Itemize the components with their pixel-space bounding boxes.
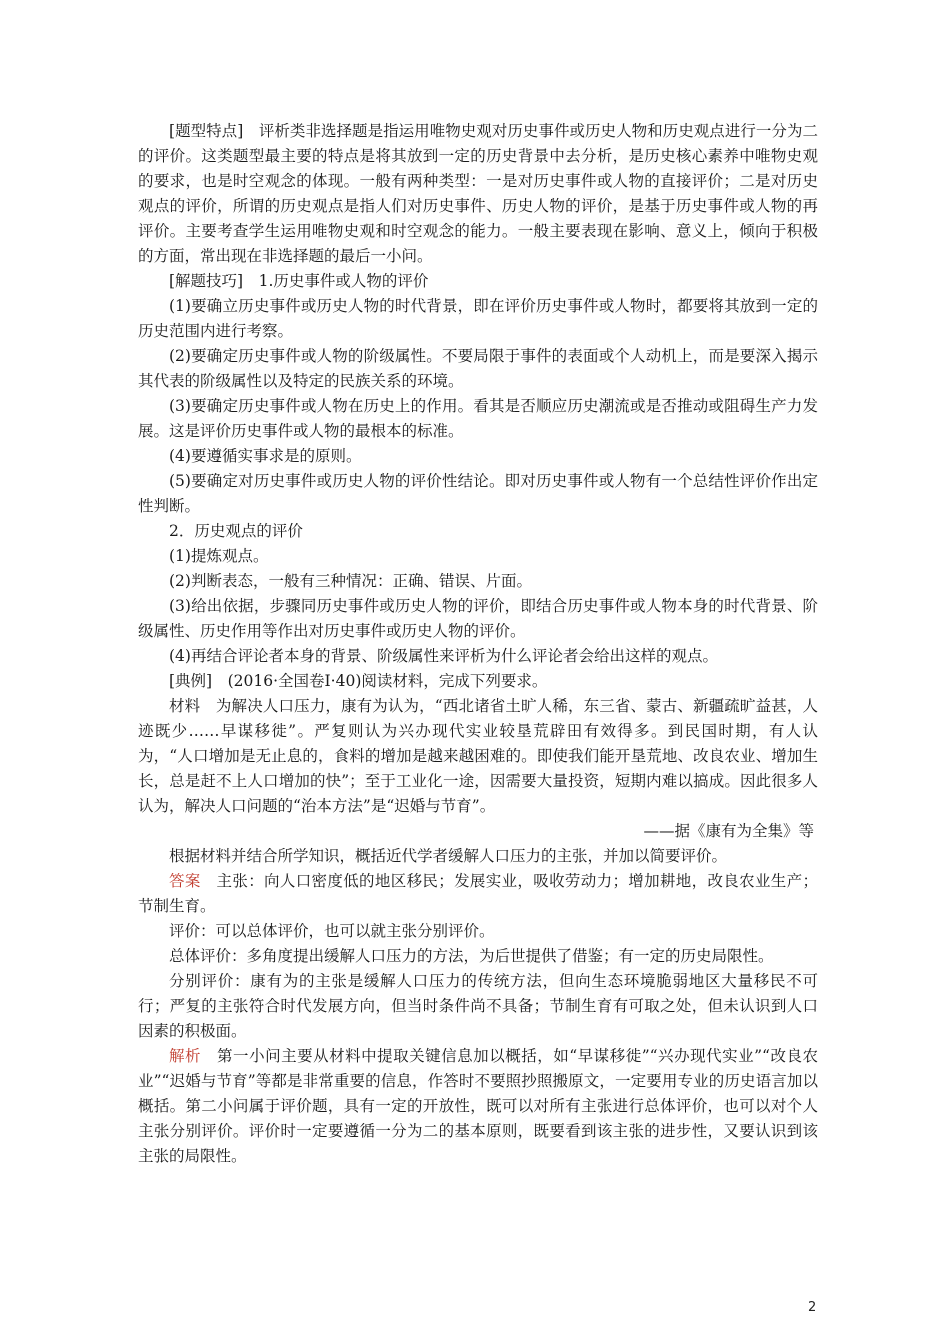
skill-item: (2)要确定历史事件或人物的阶级属性。不要局限于事件的表面或个人动机上，而是要深入揭示其代表的阶级属性以及特定的民族关系的环境。 [138,347,818,390]
skill-item: (1)要确立历史事件或历史人物的时代背景，即在评价历史事件或人物时，都要将其放到一定的历史范围内进行考察。 [138,297,818,340]
skill-item: (5)要确定对历史事件或历史人物的评价性结论。即对历史事件或人物有一个总结性评价作出定性判断。 [138,472,818,515]
skill-item: (4)再结合评论者本身的背景、阶级属性来评析为什么评论者会给出这样的观点。 [169,647,718,665]
skill-item: (4)要遵循实事求是的原则。 [169,447,362,465]
material-text: 为解决人口压力，康有为认为，“西北诸省土旷人稀，东三省、蒙古、新疆疏旷益甚，人迹既少……早谋移徙”。严复则认为兴办现代实业较垦荒辟田有效得多。到民国时期，有人认为，“人口增加是无止息的，食料的增加是越来越困难的。即使我们能开垦荒地、改良农业、增加生长，总是赶不上人口增加的快”；至于工业化一途，因需要大量投资，短期内难以搞成。因此很多人认为，解决人口问题的“治本方法”是“迟婚与节育”。 [138,697,818,815]
intro-text: 评析类非选择题是指运用唯物史观对历史事件或历史人物和历史观点进行一分为二的评价。这类题型最主要的特点是将其放到一定的历史背景中去分析，是历史核心素养中唯物史观的要求，也是时空观念的体现。一般有两种类型：一是对历史事件或人物的直接评价；二是对历史观点的评价，所谓的历史观点是指人们对历史事件、历史人物的评价，是基于历史事件或人物的再评价。主要考查学生运用唯物史观和时空观念的能力。一般主要表现在影响、意义上，倾向于积极的方面，常出现在非选择题的最后一小问。 [138,122,818,265]
skill-item: (2)判断表态，一般有三种情况：正确、错误、片面。 [169,572,532,590]
skills-heading1: 1.历史事件或人物的评价 [258,272,429,290]
material-citation: ——据《康有为全集》等 [643,822,814,840]
skill-item: (3)要确定历史事件或人物在历史上的作用。看其是否顺应历史潮流或是否推动或阻碍生产力发展。这是评价历史事件或人物的最根本的标准。 [138,397,818,440]
example-question: 根据材料并结合所学知识，概括近代学者缓解人口压力的主张，并加以简要评价。 [169,847,728,865]
answer-eval-intro: 评价：可以总体评价，也可以就主张分别评价。 [169,922,495,940]
intro-paragraph [138,119,818,269]
example-source: (2016·全国卷Ⅰ·40)阅读材料，完成下列要求。 [227,672,548,690]
analysis-text: 第一小问主要从材料中提取关键信息加以概括，如“早谋移徙”“兴办现代实业”“改良农业”“迟婚与节育”等都是非常重要的信息，作答时不要照抄照搬原文，一定要用专业的历史语言加以概括。第二小问属于评价题，具有一定的开放性，既可以对所有主张进行总体评价，也可以对个人主张分别评价。评价时一定要遵循一分为二的基本原则，既要看到该主张的进步性，又要认识到该主张的局限性。 [138,1047,818,1165]
example-heading [138,669,818,694]
skills-label: [解题技巧] [169,272,244,290]
intro-label: [题型特点] [169,122,244,140]
skill-item: (1)提炼观点。 [169,547,269,565]
answer-overall: 总体评价：多角度提出缓解人口压力的方法，为后世提供了借鉴；有一定的历史局限性。 [169,947,774,965]
answer-label: 答案 [169,872,201,890]
material-paragraph [138,694,818,819]
analysis-paragraph [138,1044,818,1169]
skills-heading2: 2．历史观点的评价 [169,522,303,540]
answer-claims [138,869,818,919]
answer-claims-text: 主张：向人口密度低的地区移民；发展实业，吸收劳动力；增加耕地，改良农业生产；节制生育。 [138,872,818,915]
page-number: 2 [808,1300,817,1315]
example-label: [典例] [169,672,213,690]
skill-item: (3)给出依据，步骤同历史事件或历史人物的评价，即结合历史事件或人物本身的时代背景、阶级属性、历史作用等作出对历史事件或历史人物的评价。 [138,597,818,640]
material-label: 材料 [169,697,201,715]
document-page [138,119,818,1169]
answer-separate: 分别评价：康有为的主张是缓解人口压力的传统方法，但向生态环境脆弱地区大量移民不可行；严复的主张符合时代发展方向，但当时条件尚不具备；节制生育有可取之处，但未认识到人口因素的积极面。 [138,972,818,1040]
skills-heading [138,269,818,294]
analysis-label: 解析 [169,1047,202,1065]
